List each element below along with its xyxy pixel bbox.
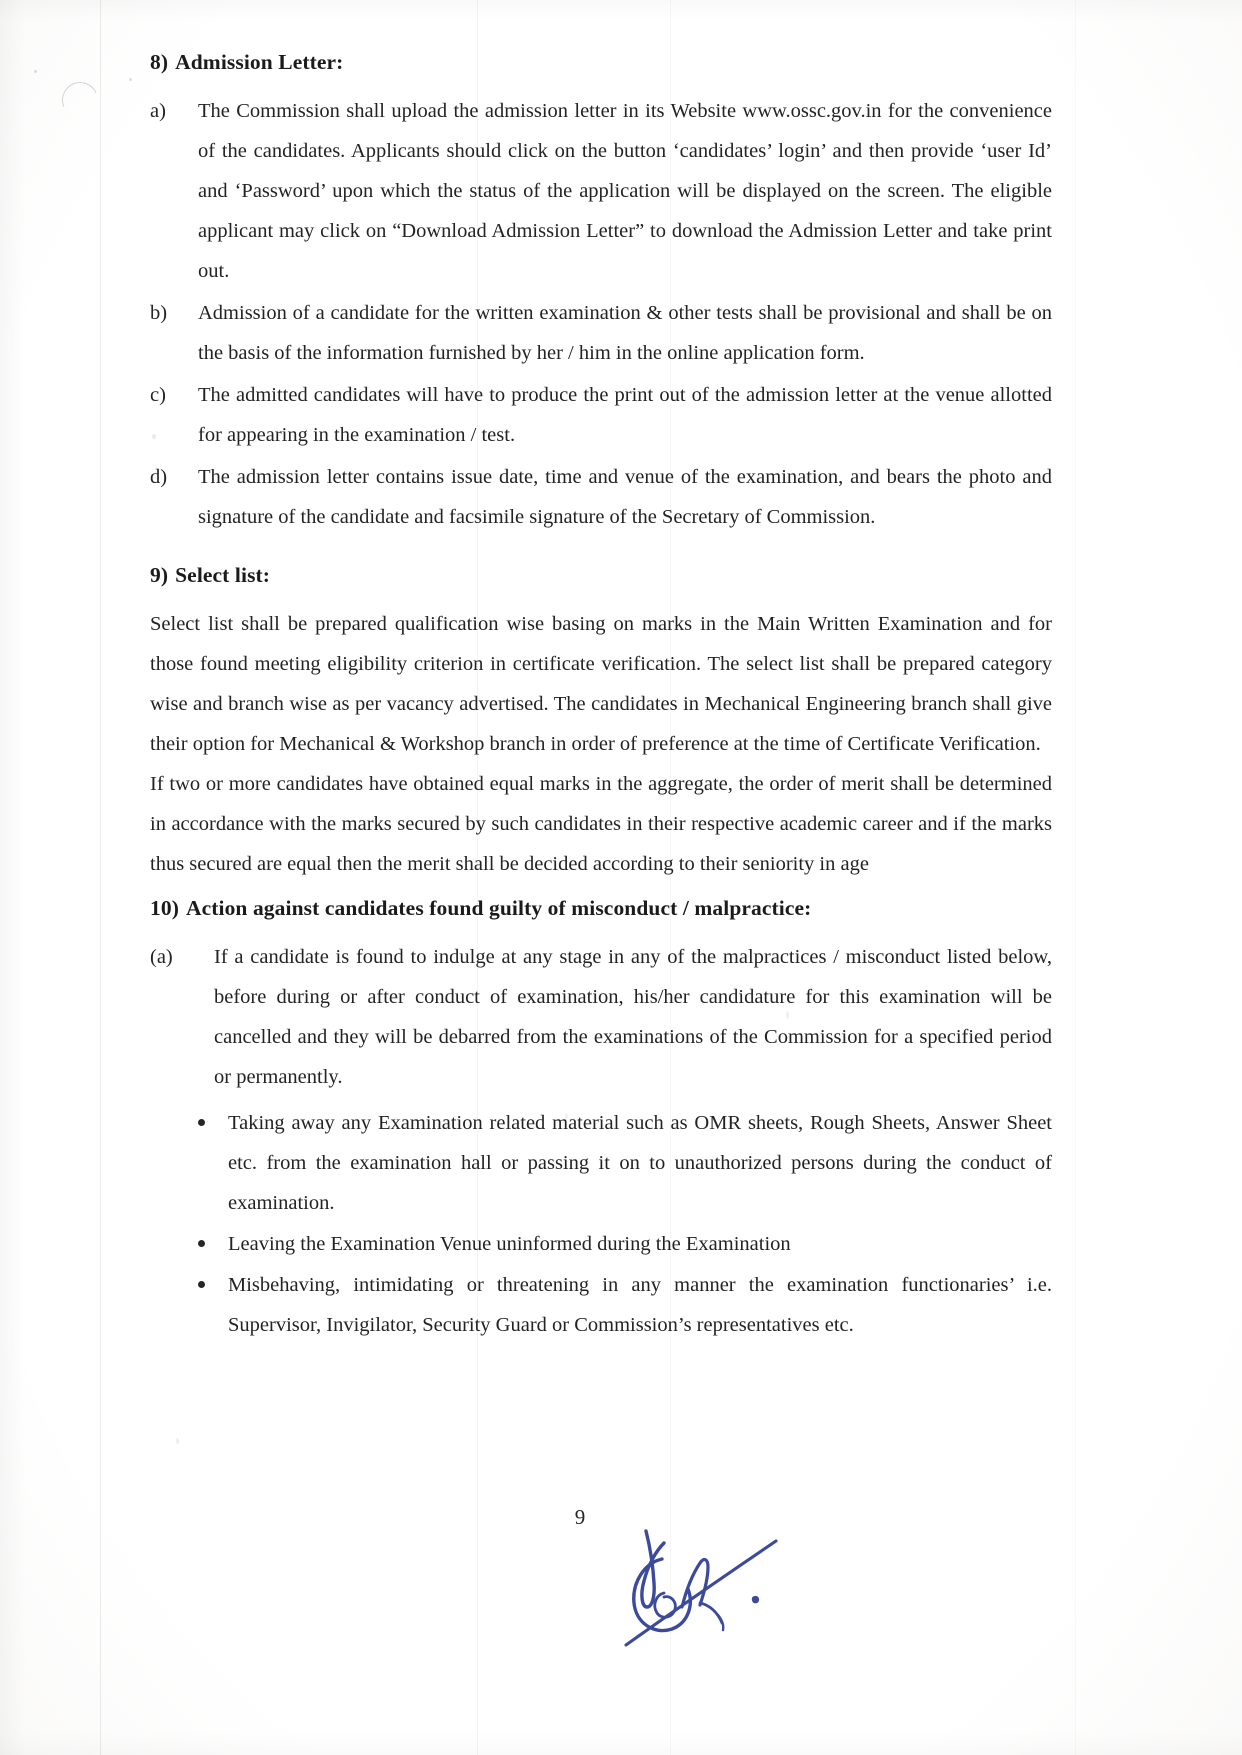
list-marker: (a) bbox=[150, 946, 173, 969]
document-body bbox=[150, 48, 1052, 1346]
list-marker: a) bbox=[150, 100, 166, 123]
list-item bbox=[150, 1224, 1052, 1264]
list-marker: d) bbox=[150, 466, 168, 489]
list-item-text: The admitted candidates will have to produce the print out of the admission letter at the venue allotted for appearing in the examination / test. bbox=[198, 384, 1052, 447]
section-heading-select-list bbox=[150, 561, 1052, 590]
list-item-text: The admission letter contains issue date, time and venue of the examination, and bears the photo and signature of the candidate and facsimile signature of the Secretary of Commission. bbox=[198, 466, 1052, 529]
scan-fold-line bbox=[100, 0, 101, 1755]
list-item bbox=[150, 1265, 1052, 1345]
list-item bbox=[150, 457, 1052, 537]
paragraph: Select list shall be prepared qualification wise basing on marks in the Main Written Examination and for those found meeting eligibility criterion in certificate verification. The select list shall be prepared category wise and branch wise as per vacancy advertised. The candidates in Mechanical Engineering branch shall give their option for Mechanical & Workshop branch in order of preference at the time of Certificate Verification. bbox=[150, 613, 1052, 756]
list-item-text: The Commission shall upload the admission letter in its Website www.ossc.gov.in for the convenience of the candidates. Applicants should click on the button ‘candidates’ login’ and then provide ‘user Id’ and ‘Password’ upon which the status of the application will be displayed on the screen. The eligible applicant may click on “Download Admission Letter” to download the Admission Letter and take print out. bbox=[198, 100, 1052, 283]
scan-speck bbox=[34, 70, 37, 73]
list-item-text: Misbehaving, intimidating or threatening in any manner the examination functionaries’ i.e. Supervisor, Invigilator, Security Guard or Commission’s representatives etc. bbox=[228, 1274, 1052, 1337]
list-item-text: Leaving the Examination Venue uninformed during the Examination bbox=[228, 1233, 791, 1256]
section-spacer bbox=[150, 539, 1052, 561]
list-item bbox=[150, 91, 1052, 291]
list-item bbox=[150, 375, 1052, 455]
section-title: Select list: bbox=[175, 563, 271, 588]
scan-fold-line bbox=[1075, 0, 1076, 1755]
list-item bbox=[150, 293, 1052, 373]
punch-hole-artifact bbox=[57, 77, 104, 124]
scan-speck bbox=[176, 1438, 179, 1444]
section-number: 9) bbox=[150, 563, 169, 588]
section-title: Admission Letter: bbox=[175, 50, 344, 74]
list-item-text: Admission of a candidate for the written examination & other tests shall be provisional and shall be on the basis of the information furnished by her / him in the online application form. bbox=[198, 302, 1052, 365]
section-heading-misconduct bbox=[150, 894, 1052, 923]
bullet-icon bbox=[198, 1240, 205, 1247]
section-title: Action against candidates found guilty of misconduct / malpractice: bbox=[185, 896, 812, 921]
section-number: 8) bbox=[150, 50, 169, 74]
list-item bbox=[150, 1103, 1052, 1223]
bullet-icon bbox=[198, 1119, 205, 1126]
bullet-icon bbox=[198, 1281, 205, 1288]
bullet-list bbox=[150, 1103, 1052, 1345]
list-item-text: If a candidate is found to indulge at any stage in any of the malpractices / misconduct listed below, before during or after conduct of examination, his/her candidature for this examination will be cancelled and they will be debarred from the examinations of the Commission for a specified period or permanently. bbox=[214, 946, 1052, 1089]
list-marker: c) bbox=[150, 384, 166, 407]
page-number: 9 bbox=[574, 1505, 586, 1529]
page-footer bbox=[0, 1505, 1242, 1735]
scan-speck bbox=[129, 78, 132, 81]
list-item-text: Taking away any Examination related material such as OMR sheets, Rough Sheets, Answer Sheet etc. from the examination hall or passing it on to unauthorized persons during the conduct of examination. bbox=[228, 1112, 1052, 1215]
section-number: 10) bbox=[150, 896, 179, 921]
section-heading-admission-letter bbox=[150, 48, 1052, 77]
paragraph: If two or more candidates have obtained equal marks in the aggregate, the order of merit shall be determined in accordance with the marks secured by such candidates in their respective academic career and if the marks thus secured are equal then the merit shall be decided according to their seniority in age bbox=[150, 773, 1052, 876]
list-marker: b) bbox=[150, 302, 168, 325]
list-item bbox=[150, 937, 1052, 1097]
handwritten-signature bbox=[618, 1497, 838, 1697]
section-spacer bbox=[150, 884, 1052, 894]
